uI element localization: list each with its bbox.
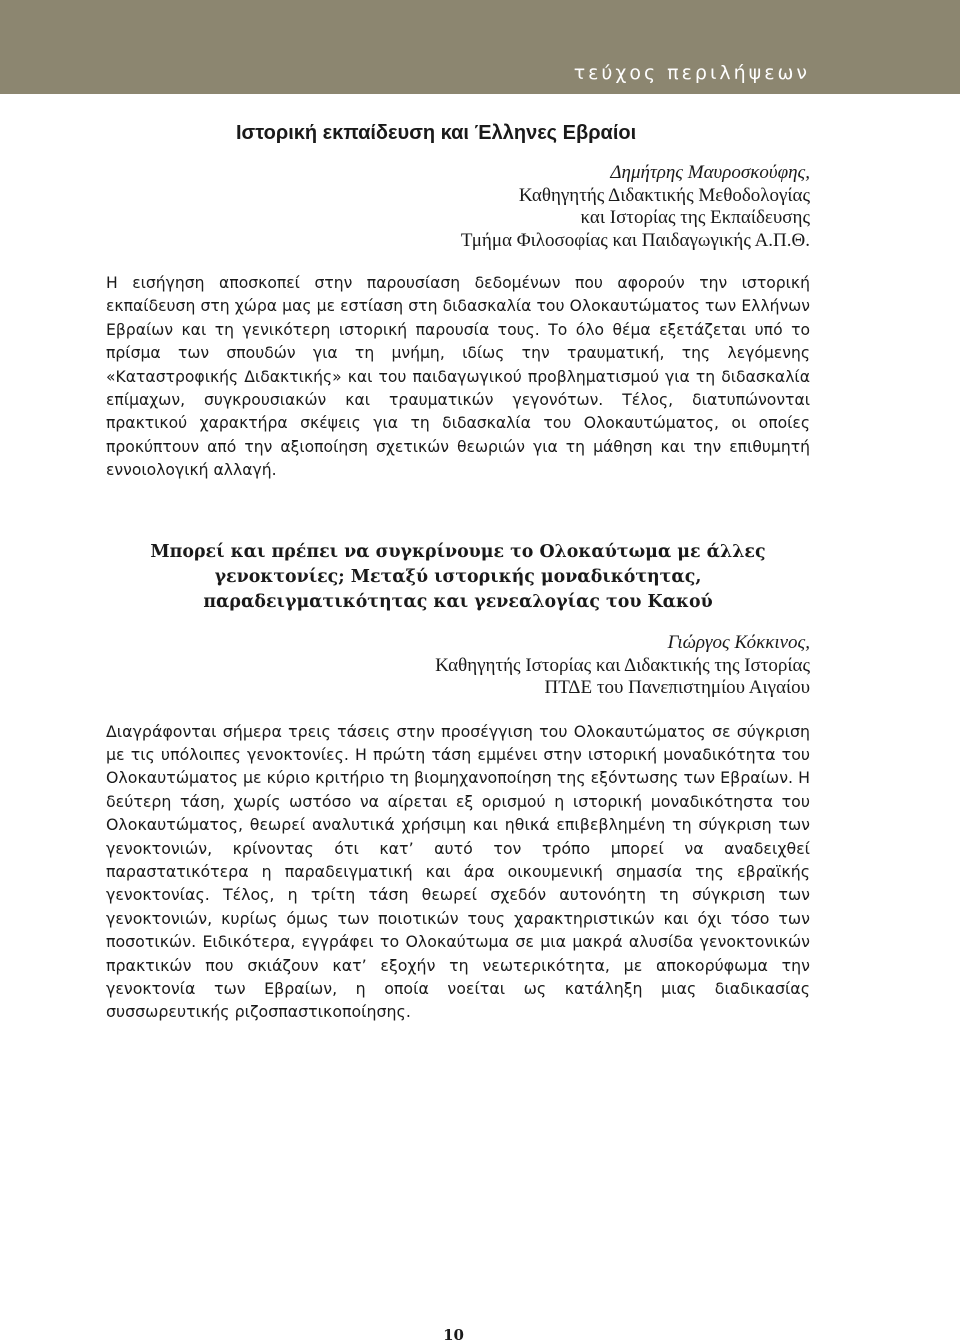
author-block: [106, 162, 810, 252]
affiliation-line: ΠΤΔΕ του Πανεπιστημίου Αιγαίου: [544, 677, 810, 698]
author-name: Γιώργος Κόκκινος,: [667, 632, 810, 653]
page-number: 10: [443, 1326, 464, 1344]
article-title: Μπορεί και πρέπει να συγκρίνουμε το Ολοκαύτωμα με άλλες γενοκτονίες; Μεταξύ ιστορικής μοναδικότητας, παραδειγματικότητας και γενεαλογίας του Κακού: [150, 542, 766, 612]
abstract-paragraph: Διαγράφονται σήμερα τρεις τάσεις στην προσέγγιση του Ολοκαυτώματος σε σύγκριση με τις υπόλοιπες γενοκτονίες. Η πρώτη τάση εμμένει στην ιστορική μοναδικότητα του Ολοκαυτώματος με κύριο κριτήριο τη βιομηχανοποίηση της εξόντωσης των Εβραίων. Η δεύτερη τάση, χωρίς ωστόσο να αίρεται εξ ορισμού η ιστορική μοναδικότηστα του Ολοκαυτώματος, θεωρεί αναλυτικά χρήσιμη και ηθικά επιβεβλημένη τη σύγκριση των γενοκτονιών, κρίνοντας ότι κατ’ αυτό τον τρόπο μπορεί να αναδειχθεί παραστατικότερα η παραδειγματική και άρα οικουμενική σημασία της εβραϊκής γενοκτονίας. Τέλος, η τρίτη τάση θεωρεί σχεδόν αυτονόητη τη σύγκριση των γενοκτονιών, κυρίως όμως των ποιοτικών τους χαρακτηριστικών και όχι τόσο των ποσοτικών. Ειδικότερα, εγγράφει το Ολοκαύτωμα σε μια μακρά αλυσίδα γενοκτονικών πρακτικών που σκιάζουν κατ’ εξοχήν τη νεωτερικότητα, με αποκορύφωμα την γενοκτονία των Εβραίων, η οποία νοείται ως κατάληξη μιας διαδικασίας συσσωρευτικής ριζοσπαστικοποίησης.: [106, 721, 810, 1022]
article-title: Ιστορική εκπαίδευση και Έλληνες Εβραίοι: [236, 122, 637, 144]
author-block: [106, 632, 810, 700]
article-holocaust-education: [106, 120, 810, 483]
author-name: Δημήτρης Μαυροσκούφης,: [610, 162, 810, 183]
header-band: [0, 0, 960, 94]
affiliation-line: Καθηγητής Ιστορίας και Διδακτικής της Ιστορίας: [435, 654, 810, 676]
abstract-paragraph: Η εισήγηση αποσκοπεί στην παρουσίαση δεδομένων που αφορούν την ιστορική εκπαίδευση στη χώρα μας με εστίαση στη διδασκαλία του Ολοκαυτώματος των Ελλήνων Εβραίων και τη γενικότερη ιστορική παρουσία τους. Το όλο θέμα εξετάζεται υπό το πρίσμα των σπουδών για τη μνήμη, ιδίως την τραυματική, της λεγόμενης «Καταστροφικής Διδακτικής» και του παιδαγωγικού προβληματισμού για τη διδασκαλία επίμαχων, συγκρουσιακών και τραυματικών γεγονότων. Τέλος, διατυπώνονται πρακτικού χαρακτήρα σκέψεις για τη διδασκαλία του Ολοκαυτώματος, οι οποίες προκύπτουν από την αξιοποίηση σχετικών θεωριών για τη μάθηση και την επιθυμητή εννοιολογική αλλαγή.: [106, 274, 810, 480]
affiliation-line: και Ιστορίας της Εκπαίδευσης: [580, 207, 810, 228]
header-title: τεύχος περιλήψεων: [573, 62, 810, 84]
affiliation-line: Καθηγητής Διδακτικής Μεθοδολογίας: [518, 184, 810, 206]
article-holocaust-comparison: [106, 540, 810, 1024]
affiliation-line: Τμήμα Φιλοσοφίας και Παιδαγωγικής Α.Π.Θ.: [460, 229, 810, 251]
